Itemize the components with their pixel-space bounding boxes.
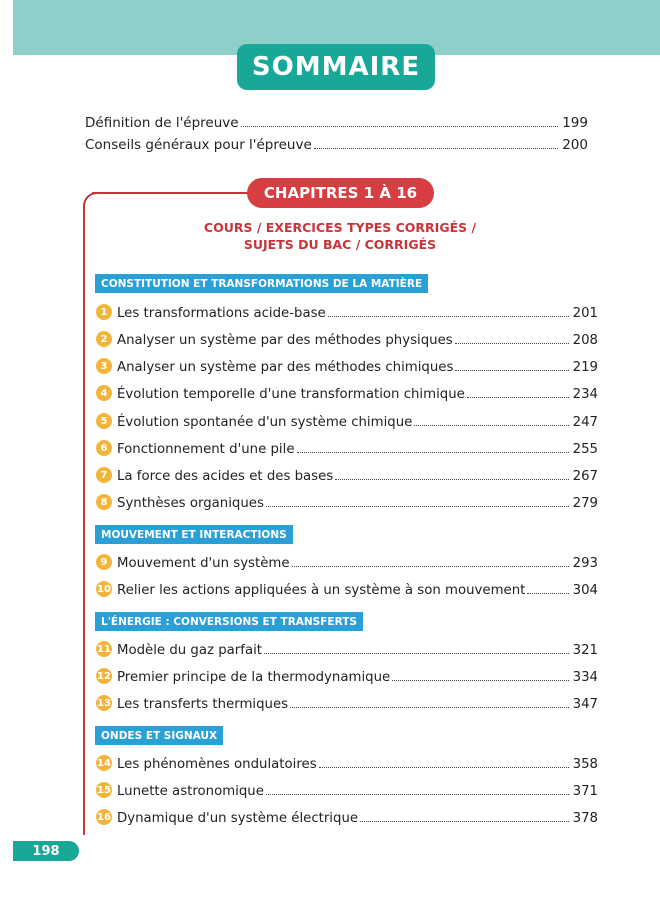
toc-entry-label: Définition de l'épreuve (85, 115, 239, 131)
chapter-title: Synthèses organiques (117, 496, 264, 511)
chapter-page: 293 (572, 556, 598, 571)
chapter-title: Les transformations acide-base (117, 306, 326, 321)
chapter-title: Premier principe de la thermodynamique (117, 670, 391, 685)
chapter-entry[interactable] (96, 692, 598, 712)
chapter-title: Mouvement d'un système (117, 556, 290, 571)
chapter-title: Les phénomènes ondulatoires (117, 757, 317, 772)
chapter-page: 321 (572, 643, 598, 658)
chapter-page: 208 (572, 333, 598, 348)
chapter-entry[interactable] (96, 491, 598, 511)
dot-leader (241, 126, 559, 127)
chapter-number-badge: 14 (96, 755, 112, 771)
chapter-entry[interactable] (96, 301, 598, 321)
section-header: ONDES ET SIGNAUX (95, 726, 223, 745)
chapter-title: Évolution spontanée d'un système chimique (117, 415, 413, 430)
chapter-page: 267 (572, 469, 598, 484)
dot-leader (266, 506, 569, 507)
chapter-title: Dynamique d'un système électrique (117, 811, 359, 826)
chapter-number-badge: 15 (96, 782, 112, 798)
chapter-number-badge: 3 (96, 358, 112, 374)
chapter-number-badge: 16 (96, 809, 112, 825)
bracket-top-line (92, 192, 252, 194)
chapter-page: 334 (572, 670, 598, 685)
chapter-page: 247 (572, 415, 598, 430)
subtitle-line-2: SUJETS DU BAC / CORRIGÉS (243, 237, 437, 252)
bracket-vertical-line (83, 208, 85, 835)
chapter-entry[interactable] (96, 752, 598, 772)
toc-entry-label: Conseils généraux pour l'épreuve (85, 137, 312, 153)
chapter-entry[interactable] (96, 779, 598, 799)
chapter-page: 304 (572, 583, 598, 598)
chapter-page: 347 (572, 697, 598, 712)
subtitle-line-1: COURS / EXERCICES TYPES CORRIGÉS / (203, 220, 477, 235)
dot-leader (319, 767, 569, 768)
dot-leader (328, 316, 569, 317)
chapter-entry[interactable] (96, 638, 598, 658)
chapter-number-badge: 9 (96, 554, 112, 570)
dot-leader (266, 794, 569, 795)
toc-entry[interactable] (85, 133, 588, 153)
dot-leader (314, 148, 558, 149)
chapter-page: 279 (572, 496, 598, 511)
dot-leader (292, 566, 569, 567)
chapter-entry[interactable] (96, 551, 598, 571)
chapter-title: Analyser un système par des méthodes chimiques (117, 360, 454, 375)
dot-leader (467, 397, 569, 398)
chapter-page: 358 (572, 757, 598, 772)
chapter-title: Les transferts thermiques (117, 697, 289, 712)
chapter-entry[interactable] (96, 806, 598, 826)
chapter-entry[interactable] (96, 665, 598, 685)
chapter-title: Évolution temporelle d'une transformation chimique (117, 387, 465, 402)
dot-leader (455, 343, 569, 344)
dot-leader (414, 425, 568, 426)
chapter-page: 371 (572, 784, 598, 799)
section-header: L'ÉNERGIE : CONVERSIONS ET TRANSFERTS (95, 612, 363, 631)
chapter-number-badge: 5 (96, 413, 112, 429)
chapter-title: Lunette astronomique (117, 784, 264, 799)
dot-leader (360, 821, 569, 822)
page-number: 198 (13, 841, 79, 861)
section-header: MOUVEMENT ET INTERACTIONS (95, 525, 293, 544)
chapter-page: 255 (572, 442, 598, 457)
chapter-number-badge: 11 (96, 641, 112, 657)
chapter-title: Fonctionnement d'une pile (117, 442, 295, 457)
chapters-badge: CHAPITRES 1 À 16 (247, 178, 434, 208)
chapter-number-badge: 1 (96, 304, 112, 320)
chapter-number-badge: 8 (96, 494, 112, 510)
dot-leader (290, 707, 569, 708)
dot-leader (297, 452, 569, 453)
chapter-entry[interactable] (96, 410, 598, 430)
chapter-number-badge: 2 (96, 331, 112, 347)
dot-leader (335, 479, 568, 480)
toc-entry-page: 200 (562, 137, 588, 153)
chapter-page: 201 (572, 306, 598, 321)
chapter-page: 219 (572, 360, 598, 375)
chapter-entry[interactable] (96, 464, 598, 484)
bracket-corner (83, 192, 99, 214)
chapter-number-badge: 13 (96, 695, 112, 711)
chapter-title: Relier les actions appliquées à un système à son mouvement (117, 583, 526, 598)
dot-leader (455, 370, 568, 371)
chapter-entry[interactable] (96, 437, 598, 457)
page-title: SOMMAIRE (237, 44, 435, 90)
dot-leader (392, 680, 568, 681)
chapter-entry[interactable] (96, 382, 598, 402)
chapter-number-badge: 6 (96, 440, 112, 456)
chapter-entry[interactable] (96, 328, 598, 348)
chapter-number-badge: 7 (96, 467, 112, 483)
toc-entry-page: 199 (562, 115, 588, 131)
chapter-number-badge: 10 (96, 581, 112, 597)
chapter-number-badge: 4 (96, 385, 112, 401)
chapter-entry[interactable] (96, 355, 598, 375)
chapter-entry[interactable] (96, 578, 598, 598)
dot-leader (264, 653, 569, 654)
chapter-page: 378 (572, 811, 598, 826)
chapter-page: 234 (572, 387, 598, 402)
chapter-title: La force des acides et des bases (117, 469, 334, 484)
dot-leader (527, 593, 568, 594)
chapter-title: Analyser un système par des méthodes physiques (117, 333, 453, 348)
chapter-title: Modèle du gaz parfait (117, 643, 263, 658)
toc-entry[interactable] (85, 111, 588, 131)
section-header: CONSTITUTION ET TRANSFORMATIONS DE LA MATIÈRE (95, 274, 428, 293)
chapter-number-badge: 12 (96, 668, 112, 684)
